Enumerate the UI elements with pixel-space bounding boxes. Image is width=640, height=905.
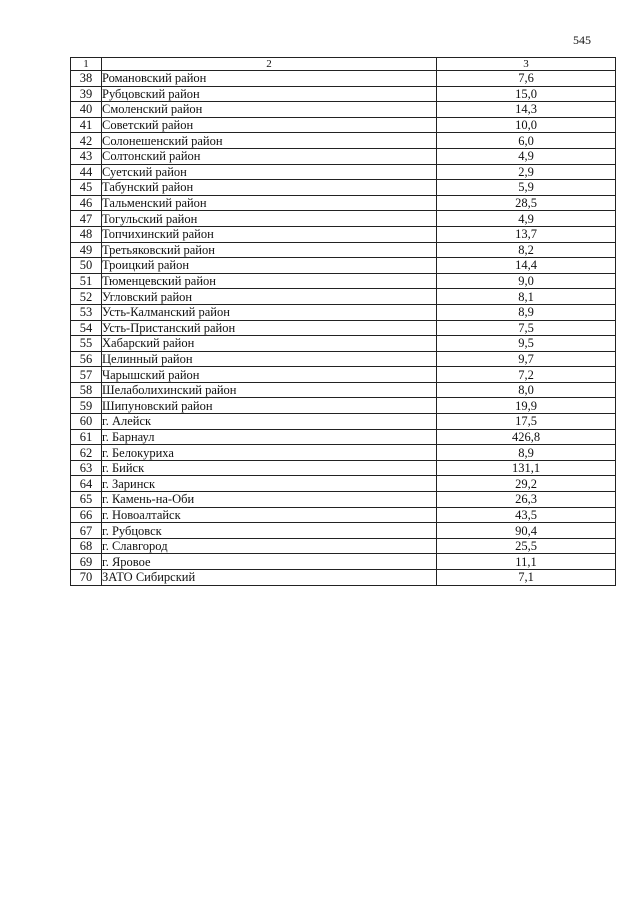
row-number-cell: 48 xyxy=(71,226,102,242)
row-number-cell: 65 xyxy=(71,492,102,508)
district-name-cell: г. Рубцовск xyxy=(102,523,437,539)
table-row xyxy=(71,117,616,133)
row-number-cell: 40 xyxy=(71,102,102,118)
table-row xyxy=(71,195,616,211)
district-name-cell: г. Алейск xyxy=(102,414,437,430)
row-number-cell: 70 xyxy=(71,570,102,586)
row-number-cell: 69 xyxy=(71,554,102,570)
value-cell: 8,9 xyxy=(437,445,616,461)
table-row xyxy=(71,445,616,461)
value-cell: 29,2 xyxy=(437,476,616,492)
district-name-cell: Суетский район xyxy=(102,164,437,180)
data-table xyxy=(70,57,616,586)
district-name-cell: Романовский район xyxy=(102,71,437,87)
table-row xyxy=(71,351,616,367)
district-name-cell: Шипуновский район xyxy=(102,398,437,414)
table-row xyxy=(71,211,616,227)
table-row xyxy=(71,242,616,258)
value-cell: 28,5 xyxy=(437,195,616,211)
row-number-cell: 44 xyxy=(71,164,102,180)
value-cell: 6,0 xyxy=(437,133,616,149)
row-number-cell: 41 xyxy=(71,117,102,133)
table-row xyxy=(71,570,616,586)
row-number-cell: 64 xyxy=(71,476,102,492)
header-cell-3: 3 xyxy=(437,58,616,71)
table-body xyxy=(71,58,616,586)
table-row xyxy=(71,258,616,274)
table-row xyxy=(71,429,616,445)
district-name-cell: г. Белокуриха xyxy=(102,445,437,461)
row-number-cell: 57 xyxy=(71,367,102,383)
district-name-cell: Тюменцевский район xyxy=(102,273,437,289)
value-cell: 5,9 xyxy=(437,180,616,196)
table-row xyxy=(71,102,616,118)
row-number-cell: 62 xyxy=(71,445,102,461)
table-row xyxy=(71,382,616,398)
table-row xyxy=(71,320,616,336)
district-name-cell: Шелаболихинский район xyxy=(102,382,437,398)
value-cell: 19,9 xyxy=(437,398,616,414)
value-cell: 8,9 xyxy=(437,304,616,320)
value-cell: 11,1 xyxy=(437,554,616,570)
table-row xyxy=(71,304,616,320)
value-cell: 426,8 xyxy=(437,429,616,445)
value-cell: 10,0 xyxy=(437,117,616,133)
district-name-cell: г. Новоалтайск xyxy=(102,507,437,523)
district-name-cell: ЗАТО Сибирский xyxy=(102,570,437,586)
value-cell: 17,5 xyxy=(437,414,616,430)
value-cell: 7,6 xyxy=(437,71,616,87)
value-cell: 8,1 xyxy=(437,289,616,305)
row-number-cell: 43 xyxy=(71,148,102,164)
district-name-cell: г. Яровое xyxy=(102,554,437,570)
district-name-cell: Советский район xyxy=(102,117,437,133)
district-name-cell: Усть-Калманский район xyxy=(102,304,437,320)
district-name-cell: Усть-Пристанский район xyxy=(102,320,437,336)
row-number-cell: 52 xyxy=(71,289,102,305)
row-number-cell: 45 xyxy=(71,180,102,196)
table-row xyxy=(71,476,616,492)
table-row xyxy=(71,367,616,383)
page-number: 545 xyxy=(573,33,591,47)
value-cell: 131,1 xyxy=(437,460,616,476)
value-cell: 4,9 xyxy=(437,211,616,227)
table-row xyxy=(71,523,616,539)
row-number-cell: 66 xyxy=(71,507,102,523)
district-name-cell: Целинный район xyxy=(102,351,437,367)
row-number-cell: 55 xyxy=(71,336,102,352)
table-header-row xyxy=(71,58,616,71)
value-cell: 15,0 xyxy=(437,86,616,102)
district-name-cell: Рубцовский район xyxy=(102,86,437,102)
row-number-cell: 39 xyxy=(71,86,102,102)
value-cell: 9,0 xyxy=(437,273,616,289)
row-number-cell: 67 xyxy=(71,523,102,539)
value-cell: 7,1 xyxy=(437,570,616,586)
district-name-cell: г. Барнаул xyxy=(102,429,437,445)
district-name-cell: г. Славгород xyxy=(102,538,437,554)
value-cell: 2,9 xyxy=(437,164,616,180)
table-row xyxy=(71,336,616,352)
value-cell: 8,2 xyxy=(437,242,616,258)
row-number-cell: 59 xyxy=(71,398,102,414)
table-row xyxy=(71,414,616,430)
row-number-cell: 47 xyxy=(71,211,102,227)
row-number-cell: 58 xyxy=(71,382,102,398)
district-name-cell: Третьяковский район xyxy=(102,242,437,258)
district-name-cell: Табунский район xyxy=(102,180,437,196)
district-name-cell: Хабарский район xyxy=(102,336,437,352)
value-cell: 9,5 xyxy=(437,336,616,352)
district-name-cell: Солонешенский район xyxy=(102,133,437,149)
row-number-cell: 56 xyxy=(71,351,102,367)
table-row xyxy=(71,273,616,289)
district-name-cell: Угловский район xyxy=(102,289,437,305)
district-name-cell: Тальменский район xyxy=(102,195,437,211)
table-row xyxy=(71,164,616,180)
table-row xyxy=(71,86,616,102)
row-number-cell: 63 xyxy=(71,460,102,476)
row-number-cell: 49 xyxy=(71,242,102,258)
district-name-cell: Смоленский район xyxy=(102,102,437,118)
header-cell-2: 2 xyxy=(102,58,437,71)
row-number-cell: 60 xyxy=(71,414,102,430)
table-row xyxy=(71,71,616,87)
district-name-cell: Солтонский район xyxy=(102,148,437,164)
district-name-cell: Чарышский район xyxy=(102,367,437,383)
table-row xyxy=(71,148,616,164)
row-number-cell: 61 xyxy=(71,429,102,445)
value-cell: 90,4 xyxy=(437,523,616,539)
value-cell: 14,3 xyxy=(437,102,616,118)
value-cell: 43,5 xyxy=(437,507,616,523)
table-row xyxy=(71,538,616,554)
district-name-cell: Топчихинский район xyxy=(102,226,437,242)
table-row xyxy=(71,226,616,242)
value-cell: 7,5 xyxy=(437,320,616,336)
table-row xyxy=(71,133,616,149)
table-row xyxy=(71,460,616,476)
district-name-cell: Троицкий район xyxy=(102,258,437,274)
value-cell: 7,2 xyxy=(437,367,616,383)
row-number-cell: 46 xyxy=(71,195,102,211)
table-row xyxy=(71,507,616,523)
header-cell-1: 1 xyxy=(71,58,102,71)
row-number-cell: 68 xyxy=(71,538,102,554)
row-number-cell: 42 xyxy=(71,133,102,149)
value-cell: 14,4 xyxy=(437,258,616,274)
value-cell: 13,7 xyxy=(437,226,616,242)
table-row xyxy=(71,398,616,414)
value-cell: 25,5 xyxy=(437,538,616,554)
row-number-cell: 38 xyxy=(71,71,102,87)
value-cell: 9,7 xyxy=(437,351,616,367)
row-number-cell: 50 xyxy=(71,258,102,274)
district-name-cell: Тогульский район xyxy=(102,211,437,227)
value-cell: 26,3 xyxy=(437,492,616,508)
table-row xyxy=(71,492,616,508)
district-name-cell: г. Заринск xyxy=(102,476,437,492)
row-number-cell: 51 xyxy=(71,273,102,289)
table-row xyxy=(71,180,616,196)
table-row xyxy=(71,554,616,570)
value-cell: 8,0 xyxy=(437,382,616,398)
row-number-cell: 53 xyxy=(71,304,102,320)
district-name-cell: г. Камень-на-Оби xyxy=(102,492,437,508)
district-name-cell: г. Бийск xyxy=(102,460,437,476)
row-number-cell: 54 xyxy=(71,320,102,336)
value-cell: 4,9 xyxy=(437,148,616,164)
table-row xyxy=(71,289,616,305)
